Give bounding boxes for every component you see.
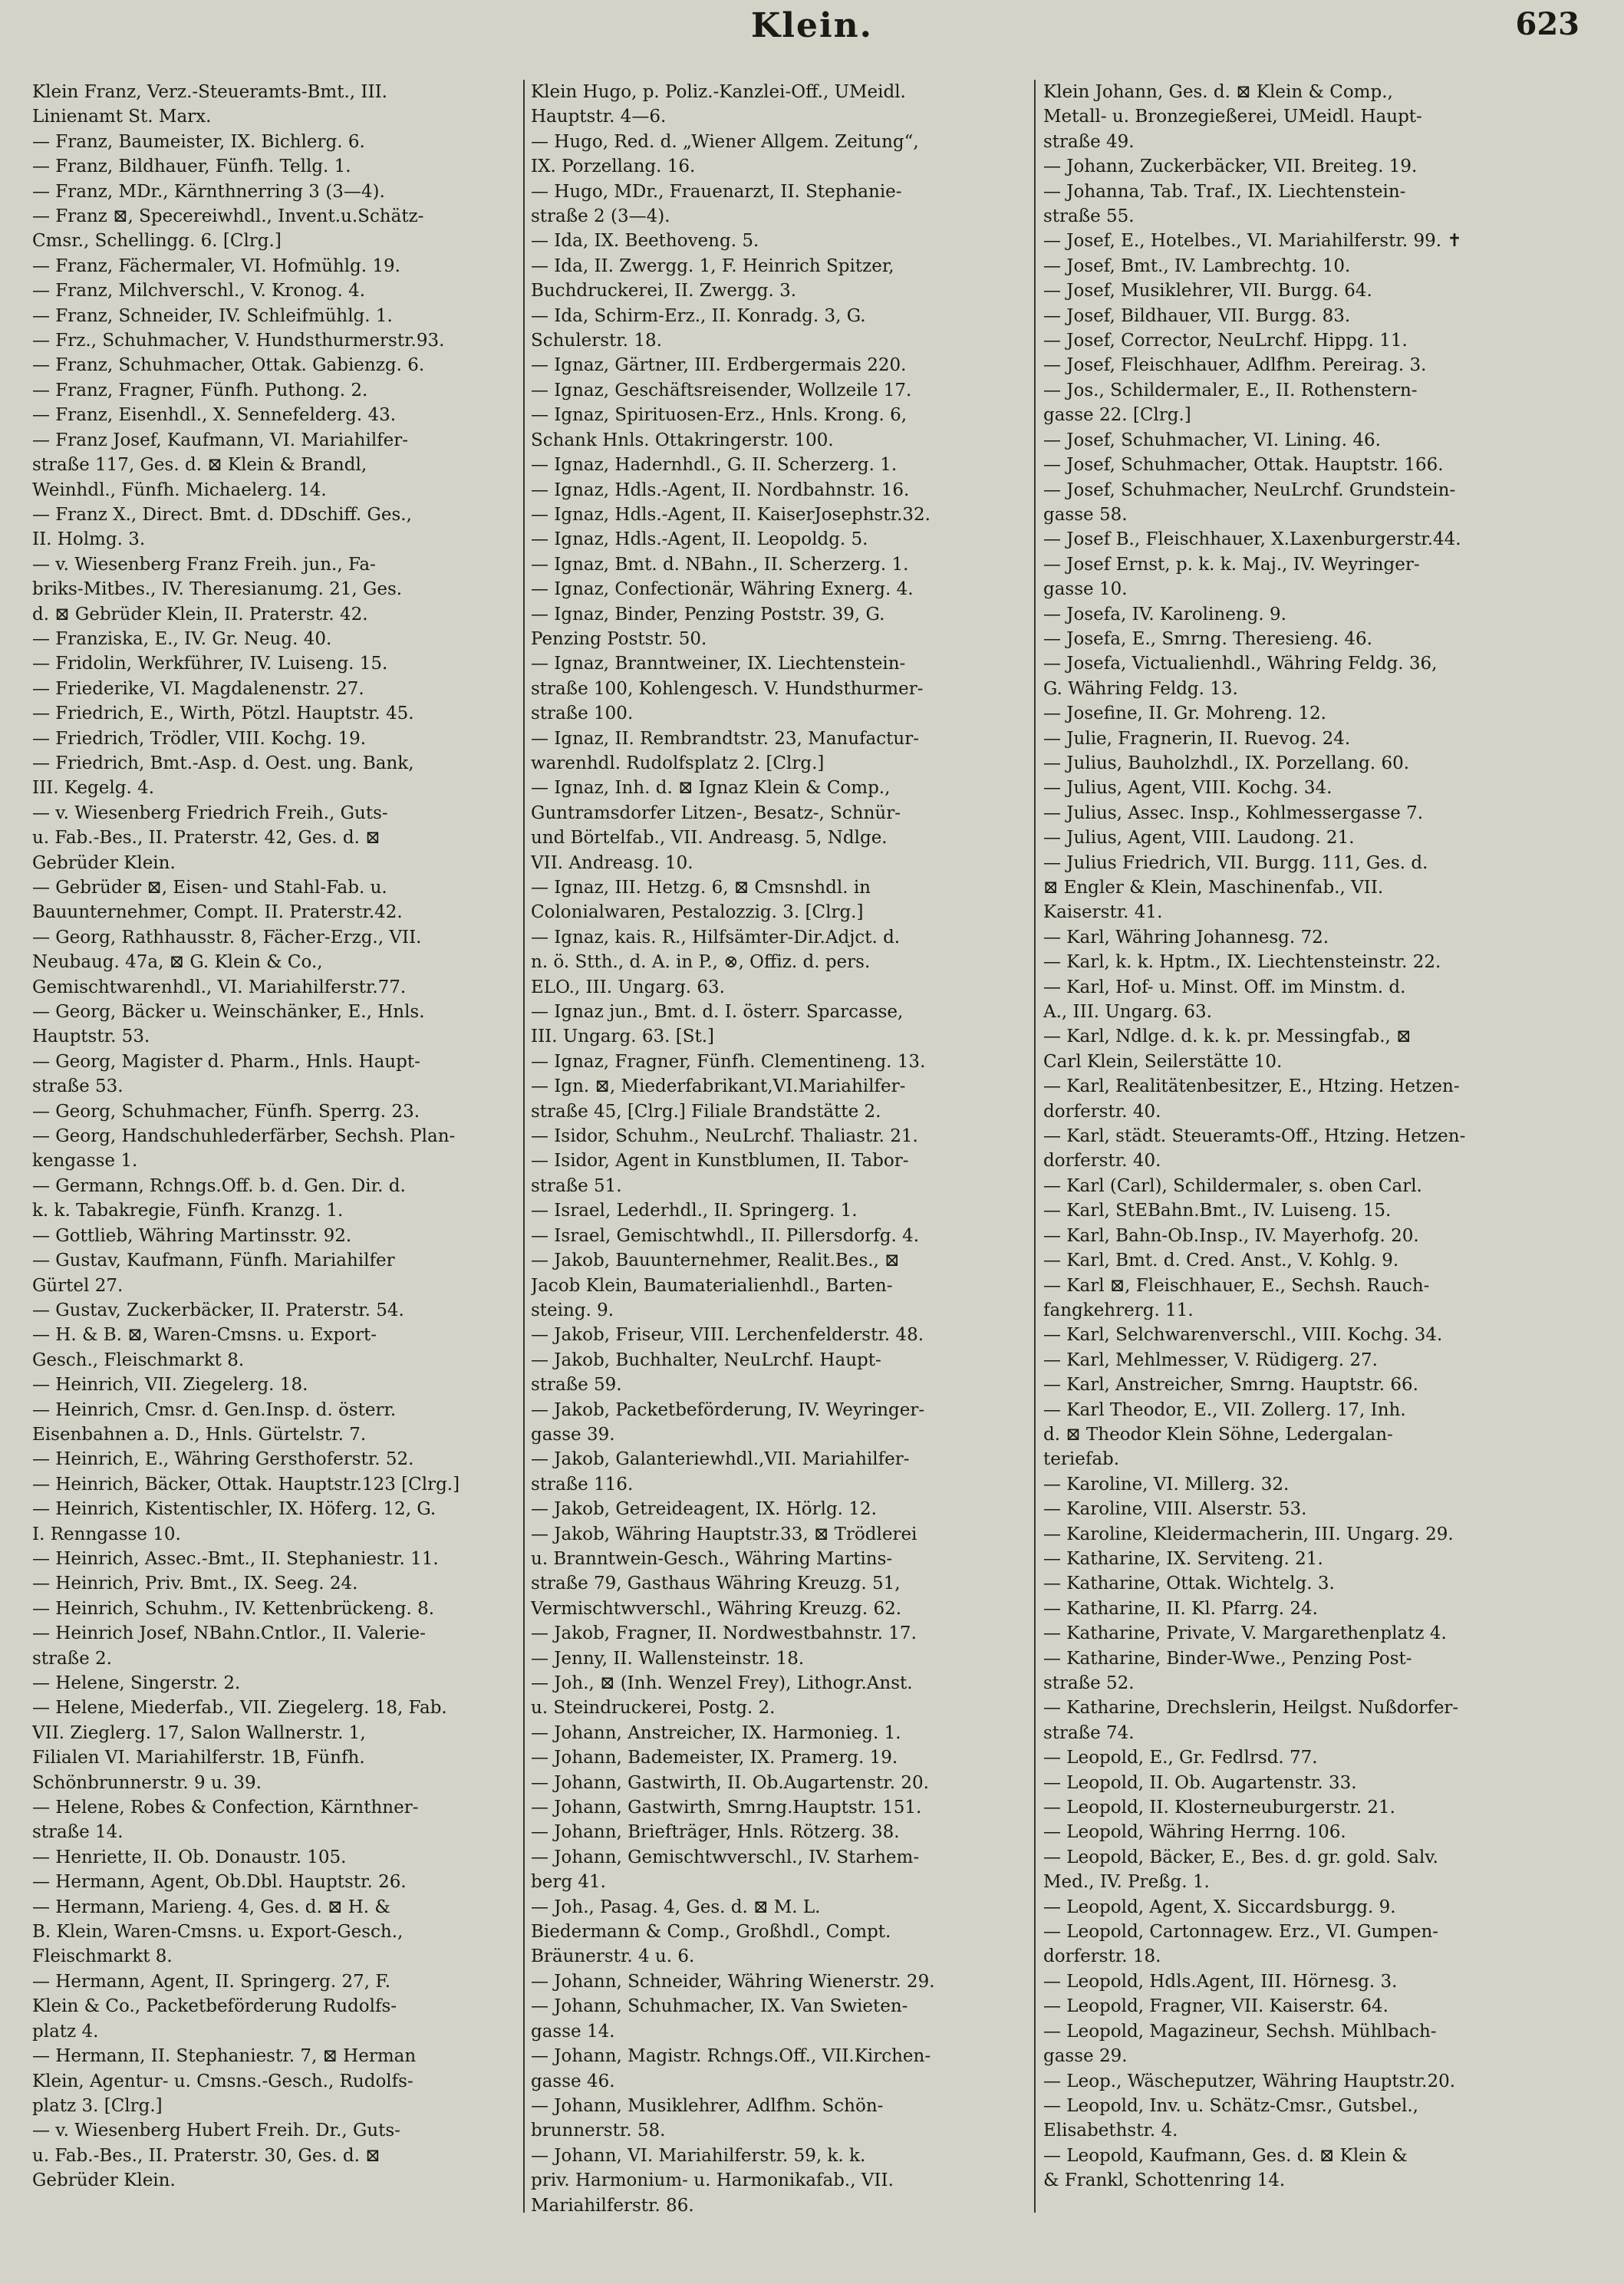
directory-entry-line: — Fridolin, Werkführer, IV. Luiseng. 15. [32, 654, 388, 674]
directory-entry-line: Metall- u. Bronzegießerei, UMeidl. Haupt- [1043, 107, 1422, 127]
directory-entry-line: Klein Hugo, p. Poliz.-Kanzlei-Off., UMeidl. [531, 82, 906, 102]
directory-entry-line: — Leopold, Inv. u. Schätz-Cmsr., Gutsbel., [1043, 2095, 1418, 2116]
directory-entry-line: — Ida, II. Zwergg. 1, F. Heinrich Spitzer, [531, 255, 894, 276]
directory-entry-line: — Josef, Schuhmacher, Ottak. Hauptstr. 166. [1043, 455, 1444, 476]
directory-entry-line: — Helene, Miederfab., VII. Ziegelerg. 18, Fab. [32, 1698, 447, 1719]
directory-entry-line: — Gustav, Zuckerbäcker, II. Praterstr. 54. [32, 1300, 404, 1320]
directory-entry-line: — Gebrüder ⊠, Eisen- und Stahl-Fab. u. [32, 878, 387, 898]
directory-entry-line: u. Branntwein-Gesch., Währing Martins- [531, 1548, 893, 1569]
directory-entry-line: — Hugo, MDr., Frauenarzt, II. Stephanie- [531, 181, 902, 202]
directory-entry-line: Gebrüder Klein. [32, 2170, 176, 2191]
directory-entry-line: straße 55. [1043, 206, 1135, 227]
directory-entry-line: — Leopold, Magazineur, Sechsh. Mühlbach- [1043, 2021, 1437, 2042]
directory-entry-line: — Germann, Rchngs.Off. b. d. Gen. Dir. d. [32, 1175, 406, 1196]
directory-entry-line: — Ignaz, Fragner, Fünfh. Clementineng. 13. [531, 1051, 926, 1072]
directory-entry-line: — Ignaz jun., Bmt. d. I. österr. Sparcasse, [531, 1002, 904, 1023]
directory-entry-line: — Franz, Milchverschl., V. Kronog. 4. [32, 281, 366, 302]
directory-entry-line: — Friedrich, Bmt.-Asp. d. Oest. ung. Bank, [32, 753, 414, 773]
directory-entry-line: — Katharine, IX. Serviteng. 21. [1043, 1548, 1323, 1569]
directory-entry-line: — Leopold, II. Klosterneuburgerstr. 21. [1043, 1798, 1395, 1818]
directory-entry-line: — Johann, Bademeister, IX. Pramerg. 19. [531, 1748, 898, 1768]
directory-entry-line: — Johann, Schneider, Währing Wienerstr. 29. [531, 1971, 935, 1992]
directory-entry-line: — Leopold, Fragner, VII. Kaiserstr. 64. [1043, 1996, 1388, 2017]
directory-entry-line: — Josef B., Fleischhauer, X.Laxenburgerstr.44. [1043, 529, 1461, 550]
directory-entry-line: ⊠ Engler & Klein, Maschinenfab., VII. [1043, 878, 1384, 898]
directory-entry-line: — Ignaz, III. Hetzg. 6, ⊠ Cmsnshdl. in [531, 878, 871, 898]
directory-entry-line: priv. Harmonium- u. Harmonikafab., VII. [531, 2170, 894, 2191]
directory-entry-line: — Johann, Schuhmacher, IX. Van Swieten- [531, 1996, 908, 2017]
directory-entry-line: Vermischtwverschl., Währing Kreuzg. 62. [531, 1598, 902, 1619]
directory-entry-line: — Helene, Singerstr. 2. [32, 1673, 241, 1693]
directory-entry-line: — Franziska, E., IV. Gr. Neug. 40. [32, 628, 332, 649]
directory-entry-line: — Josef, Corrector, NeuLrchf. Hippg. 11. [1043, 331, 1408, 351]
directory-entry-line: — Julius, Assec. Insp., Kohlmessergasse 7. [1043, 803, 1424, 823]
directory-entry-line: — Ignaz, Inh. d. ⊠ Ignaz Klein & Comp., [531, 778, 891, 799]
directory-entry-line: — Isidor, Schuhm., NeuLrchf. Thaliastr. 21. [531, 1126, 918, 1147]
directory-entry-line: Bräunerstr. 4 u. 6. [531, 1946, 695, 1967]
directory-entry-line: — Frz., Schuhmacher, V. Hundsthurmerstr.93. [32, 331, 445, 351]
directory-entry-line: straße 100, Kohlengesch. V. Hundsthurmer- [531, 678, 924, 699]
directory-entry-line: VII. Andreasg. 10. [531, 852, 693, 873]
directory-entry-line: straße 100. [531, 704, 634, 724]
directory-entry-line: warenhdl. Rudolfsplatz 2. [Clrg.] [531, 753, 825, 773]
directory-entry-line: — Gustav, Kaufmann, Fünfh. Mariahilfer [32, 1251, 395, 1271]
directory-entry-line: — Henriette, II. Ob. Donaustr. 105. [32, 1847, 347, 1867]
directory-entry-line: — Ignaz, Spirituosen-Erz., Hnls. Krong. 6, [531, 405, 908, 426]
directory-entry-line: dorferstr. 40. [1043, 1101, 1161, 1122]
directory-entry-line: — Ign. ⊠, Miederfabrikant,VI.Mariahilfer- [531, 1076, 906, 1097]
directory-entry-line: — Josef Ernst, p. k. k. Maj., IV. Weyringer- [1043, 554, 1420, 575]
directory-entry-line: straße 117, Ges. d. ⊠ Klein & Brandl, [32, 455, 367, 476]
directory-entry-line: — Jakob, Fragner, II. Nordwestbahnstr. 17. [531, 1623, 917, 1644]
directory-entry-line: — Johann, Gastwirth, Smrng.Hauptstr. 151. [531, 1798, 922, 1818]
directory-entry-line: — Josef, E., Hotelbes., VI. Mariahilferstr. 99. ✝ [1043, 231, 1462, 252]
directory-entry-line: — Ignaz, Hadernhdl., G. II. Scherzerg. 1. [531, 455, 898, 476]
directory-entry-line: — Hermann, Agent, Ob.Dbl. Hauptstr. 26. [32, 1872, 407, 1893]
column-divider [523, 80, 525, 2213]
directory-entry-line: straße 59. [531, 1375, 622, 1396]
directory-entry-line: — Karl, Anstreicher, Smrng. Hauptstr. 66. [1043, 1375, 1418, 1396]
directory-entry-line: straße 79, Gasthaus Währing Kreuzg. 51, [531, 1574, 901, 1594]
directory-entry-line: — Josefa, E., Smrng. Theresieng. 46. [1043, 628, 1372, 649]
directory-entry-line: gasse 10. [1043, 579, 1128, 600]
directory-entry-line: u. Fab.-Bes., II. Praterstr. 42, Ges. d. ⊠ [32, 828, 380, 849]
column-divider [1034, 80, 1036, 2213]
directory-entry-line: — Julie, Fragnerin, II. Ruevog. 24. [1043, 728, 1351, 749]
directory-entry-line: — Karoline, VI. Millerg. 32. [1043, 1474, 1290, 1495]
directory-entry-line: fangkehrerg. 11. [1043, 1300, 1194, 1320]
directory-entry-line: — v. Wiesenberg Friedrich Freih., Guts- [32, 803, 388, 823]
directory-entry-line: — Heinrich Josef, NBahn.Cntlor., II. Valerie- [32, 1623, 426, 1644]
directory-entry-line: — Josef, Musiklehrer, VII. Burgg. 64. [1043, 281, 1372, 302]
directory-entry-line: Fleischmarkt 8. [32, 1946, 173, 1967]
directory-entry-line: straße 2. [32, 1648, 112, 1669]
directory-entry-line: brunnerstr. 58. [531, 2121, 666, 2141]
directory-entry-line: — Franz, MDr., Kärnthnerring 3 (3—4). [32, 181, 385, 202]
directory-entry-line: — Franz, Fragner, Fünfh. Puthong. 2. [32, 380, 368, 400]
directory-entry-line: — Karl (Carl), Schildermaler, s. oben Carl. [1043, 1175, 1422, 1196]
directory-entry-line: & Frankl, Schottenring 14. [1043, 2170, 1286, 2191]
directory-entry-line: — Ignaz, Binder, Penzing Poststr. 39, G. [531, 604, 885, 625]
directory-entry-line: ELO., III. Ungarg. 63. [531, 977, 725, 997]
page-number: 623 [1515, 6, 1580, 42]
directory-entry-line: — Jakob, Packetbeförderung, IV. Weyringer- [531, 1399, 925, 1420]
directory-entry-line: — Leopold, E., Gr. Fedlrsd. 77. [1043, 1748, 1318, 1768]
directory-entry-line: — Joh., Pasag. 4, Ges. d. ⊠ M. L. [531, 1897, 821, 1917]
directory-entry-line: — Josef, Schuhmacher, NeuLrchf. Grundstein- [1043, 480, 1456, 500]
directory-entry-line: Schank Hnls. Ottakringerstr. 100. [531, 430, 834, 450]
directory-entry-line: straße 45, [Clrg.] Filiale Brandstätte 2. [531, 1101, 881, 1122]
directory-entry-line: — Karl, k. k. Hptm., IX. Liechtensteinstr. 22. [1043, 952, 1441, 973]
directory-entry-line: Klein, Agentur- u. Cmsns.-Gesch., Rudolfs- [32, 2071, 413, 2091]
directory-entry-line: dorferstr. 40. [1043, 1151, 1161, 1172]
directory-entry-line: Schulerstr. 18. [531, 331, 662, 351]
directory-entry-line: Biedermann & Comp., Großhdl., Compt. [531, 1922, 891, 1943]
directory-entry-line: straße 51. [531, 1175, 622, 1196]
directory-entry-line: — Johann, VI. Mariahilferstr. 59, k. k. [531, 2145, 866, 2166]
directory-entry-line: straße 74. [1043, 1722, 1135, 1743]
directory-entry-line: — Ida, IX. Beethoveng. 5. [531, 231, 759, 252]
directory-entry-line: — Heinrich, VII. Ziegelerg. 18. [32, 1375, 308, 1396]
directory-entry-line: kengasse 1. [32, 1151, 138, 1172]
directory-entry-line: teriefab. [1043, 1449, 1120, 1470]
directory-entry-line: u. Steindruckerei, Postg. 2. [531, 1698, 776, 1719]
directory-entry-line: Filialen VI. Mariahilferstr. 1B, Fünfh. [32, 1748, 365, 1768]
directory-entry-line: straße 53. [32, 1076, 124, 1097]
directory-entry-line: Med., IV. Preßg. 1. [1043, 1872, 1210, 1893]
directory-entry-line: — Karl, Währing Johannesg. 72. [1043, 927, 1329, 948]
directory-entry-line: — Georg, Schuhmacher, Fünfh. Sperrg. 23. [32, 1101, 420, 1122]
directory-entry-line: — Josefa, Victualienhdl., Währing Feldg. 36, [1043, 654, 1438, 674]
directory-entry-line: — Jakob, Währing Hauptstr.33, ⊠ Trödlerei [531, 1524, 917, 1544]
directory-entry-line: — Josefine, II. Gr. Mohreng. 12. [1043, 704, 1326, 724]
directory-entry-line: — Leop., Wäscheputzer, Währing Hauptstr.20. [1043, 2071, 1456, 2091]
directory-entry-line: — Franz, Baumeister, IX. Bichlerg. 6. [32, 131, 365, 152]
directory-entry-line: — Ignaz, Bmt. d. NBahn., II. Scherzerg. 1. [531, 554, 909, 575]
directory-entry-line: — Johann, Briefträger, Hnls. Rötzerg. 38. [531, 1822, 900, 1843]
directory-entry-line: gasse 46. [531, 2071, 615, 2091]
directory-entry-line: II. Holmg. 3. [32, 529, 146, 550]
directory-entry-line: Linienamt St. Marx. [32, 107, 212, 127]
directory-entry-line: — Johann, Anstreicher, IX. Harmonieg. 1. [531, 1722, 901, 1743]
directory-entry-line: — H. & B. ⊠, Waren-Cmsns. u. Export- [32, 1325, 377, 1346]
directory-entry-line: — Karl Theodor, E., VII. Zollerg. 17, Inh. [1043, 1399, 1406, 1420]
directory-entry-line: — Georg, Handschuhlederfärber, Sechsh. Plan- [32, 1126, 456, 1147]
directory-entry-line: straße 52. [1043, 1673, 1135, 1693]
directory-entry-line: Hauptstr. 4—6. [531, 107, 667, 127]
column-2 [531, 80, 1028, 2259]
directory-entry-line: — Julius Friedrich, VII. Burgg. 111, Ges. d. [1043, 852, 1428, 873]
directory-entry-line: — Katharine, Drechslerin, Heilgst. Nußdorfer- [1043, 1698, 1459, 1719]
directory-entry-line: Colonialwaren, Pestalozzig. 3. [Clrg.] [531, 902, 864, 923]
directory-entry-line: — Franz ⊠, Specereiwhdl., Invent.u.Schätz- [32, 206, 424, 227]
directory-entry-line: — Leopold, Cartonnagew. Erz., VI. Gumpen- [1043, 1922, 1439, 1943]
directory-entry-line: — Israel, Gemischtwhdl., II. Pillersdorfg. 4. [531, 1225, 920, 1246]
directory-entry-line: Jacob Klein, Baumaterialienhdl., Barten- [531, 1275, 893, 1296]
directory-entry-line: — Hermann, Marieng. 4, Ges. d. ⊠ H. & [32, 1897, 390, 1917]
directory-entry-line: Weinhdl., Fünfh. Michaelerg. 14. [32, 480, 327, 500]
directory-entry-line: gasse 22. [Clrg.] [1043, 405, 1191, 426]
directory-entry-line: — Leopold, II. Ob. Augartenstr. 33. [1043, 1772, 1357, 1793]
directory-entry-line: platz 3. [Clrg.] [32, 2095, 163, 2116]
directory-entry-line: briks-Mitbes., IV. Theresianumg. 21, Ges. [32, 579, 403, 600]
directory-entry-line: Mariahilferstr. 86. [531, 2195, 694, 2216]
directory-entry-line: straße 2 (3—4). [531, 206, 670, 227]
directory-entry-line: — Karl, Bahn-Ob.Insp., IV. Mayerhofg. 20. [1043, 1225, 1419, 1246]
directory-entry-line: — Ignaz, Gärtner, III. Erdbergermais 220. [531, 355, 907, 376]
directory-entry-line: — Ignaz, kais. R., Hilfsämter-Dir.Adjct. d. [531, 927, 901, 948]
directory-entry-line: — Franz X., Direct. Bmt. d. DDschiff. Ges., [32, 504, 412, 525]
directory-entry-line: III. Kegelg. 4. [32, 778, 155, 799]
directory-entry-line: — Hugo, Red. d. „Wiener Allgem. Zeitung“, [531, 131, 919, 152]
directory-entry-line: — Franz, Bildhauer, Fünfh. Tellg. 1. [32, 157, 351, 177]
directory-entry-line: n. ö. Stth., d. A. in P., ⊗, Offiz. d. pers. [531, 952, 871, 973]
directory-entry-line: Klein & Co., Packetbeförderung Rudolfs- [32, 1996, 397, 2017]
directory-entry-line: — Johann, Musiklehrer, Adlfhm. Schön- [531, 2095, 884, 2116]
directory-entry-line: — Leopold, Agent, X. Siccardsburgg. 9. [1043, 1897, 1396, 1917]
directory-entry-line: — v. Wiesenberg Franz Freih. jun., Fa- [32, 554, 376, 575]
directory-entry-line: — Julius, Agent, VIII. Kochg. 34. [1043, 778, 1332, 799]
directory-entry-line: d. ⊠ Theodor Klein Söhne, Ledergalan- [1043, 1424, 1393, 1445]
directory-entry-line: Klein Johann, Ges. d. ⊠ Klein & Comp., [1043, 82, 1393, 102]
directory-entry-line: Gemischtwarenhdl., VI. Mariahilferstr.77. [32, 977, 407, 997]
directory-entry-line: — Julius, Bauholzhdl., IX. Porzellang. 60. [1043, 753, 1410, 773]
directory-entry-line: Eisenbahnen a. D., Hnls. Gürtelstr. 7. [32, 1424, 367, 1445]
directory-entry-line: — Jakob, Friseur, VIII. Lerchenfelderstr. 48. [531, 1325, 924, 1346]
directory-entry-line: — Katharine, Binder-Wwe., Penzing Post- [1043, 1648, 1412, 1669]
directory-entry-line: gasse 29. [1043, 2046, 1128, 2067]
directory-entry-line: gasse 14. [531, 2021, 615, 2042]
directory-entry-line: — Leopold, Kaufmann, Ges. d. ⊠ Klein & [1043, 2145, 1408, 2166]
directory-entry-line: — Ignaz, Confectionär, Währing Exnerg. 4. [531, 579, 914, 600]
directory-entry-line: — Ignaz, Hdls.-Agent, II. Leopoldg. 5. [531, 529, 868, 550]
directory-entry-line: — Josef, Schuhmacher, VI. Lining. 46. [1043, 430, 1381, 450]
directory-entry-line: u. Fab.-Bes., II. Praterstr. 30, Ges. d. ⊠ [32, 2145, 380, 2166]
directory-entry-line: Kaiserstr. 41. [1043, 902, 1163, 923]
directory-entry-line: — Katharine, II. Kl. Pfarrg. 24. [1043, 1598, 1318, 1619]
directory-entry-line: — Heinrich, Cmsr. d. Gen.Insp. d. österr. [32, 1399, 397, 1420]
directory-entry-line: Gesch., Fleischmarkt 8. [32, 1350, 245, 1370]
directory-entry-line: — Jos., Schildermaler, E., II. Rothenstern- [1043, 380, 1418, 400]
directory-entry-line: — Franz, Eisenhdl., X. Sennefelderg. 43. [32, 405, 397, 426]
directory-entry-line: — Karl, StEBahn.Bmt., IV. Luiseng. 15. [1043, 1201, 1392, 1221]
directory-entry-line: d. ⊠ Gebrüder Klein, II. Praterstr. 42. [32, 604, 368, 625]
directory-entry-line: — Franz, Schuhmacher, Ottak. Gabienzg. 6. [32, 355, 425, 376]
directory-entry-line: — Ignaz, II. Rembrandtstr. 23, Manufactur- [531, 728, 919, 749]
directory-entry-line: dorferstr. 18. [1043, 1946, 1161, 1967]
directory-entry-line: — Karl, Bmt. d. Cred. Anst., V. Kohlg. 9. [1043, 1251, 1399, 1271]
directory-entry-line: — Ignaz, Hdls.-Agent, II. KaiserJosephstr.32. [531, 504, 931, 525]
directory-entry-line: — Josefa, IV. Karolineng. 9. [1043, 604, 1286, 625]
directory-entry-line: — Ida, Schirm-Erz., II. Konradg. 3, G. [531, 305, 866, 326]
directory-entry-line: — Karl, Mehlmesser, V. Rüdigerg. 27. [1043, 1350, 1378, 1370]
directory-entry-line: — Heinrich, E., Währing Gersthoferstr. 52. [32, 1449, 414, 1470]
directory-entry-line: — Jenny, II. Wallensteinstr. 18. [531, 1648, 805, 1669]
directory-entry-line: VII. Zieglerg. 17, Salon Wallnerstr. 1, [32, 1722, 366, 1743]
directory-entry-line: — Johann, Zuckerbäcker, VII. Breiteg. 19. [1043, 157, 1418, 177]
directory-entry-line: Penzing Poststr. 50. [531, 628, 707, 649]
directory-entry-line: — Helene, Robes & Confection, Kärnthner- [32, 1798, 419, 1818]
directory-entry-line: Cmsr., Schellingg. 6. [Clrg.] [32, 231, 282, 252]
directory-entry-line: straße 14. [32, 1822, 124, 1843]
directory-entry-line: Gürtel 27. [32, 1275, 124, 1296]
directory-entry-line: — Josef, Bildhauer, VII. Burgg. 83. [1043, 305, 1351, 326]
directory-entry-line: Bauunternehmer, Compt. II. Praterstr.42. [32, 902, 403, 923]
directory-entry-line: — Johanna, Tab. Traf., IX. Liechtenstein- [1043, 181, 1406, 202]
directory-entry-line: straße 116. [531, 1474, 634, 1495]
directory-entry-line: — Josef, Fleischhauer, Adlfhm. Pereirag. 3. [1043, 355, 1427, 376]
directory-entry-line: Elisabethstr. 4. [1043, 2121, 1178, 2141]
column-3 [1043, 80, 1551, 2259]
directory-entry-line: gasse 58. [1043, 504, 1128, 525]
directory-entry-line: — Ignaz, Geschäftsreisender, Wollzeile 17. [531, 380, 912, 400]
directory-entry-line: — Karl, Ndlge. d. k. k. pr. Messingfab., ⊠ [1043, 1027, 1412, 1047]
directory-entry-line: — Leopold, Hdls.Agent, III. Hörnesg. 3. [1043, 1971, 1398, 1992]
directory-entry-line: — Franz, Fächermaler, VI. Hofmühlg. 19. [32, 255, 400, 276]
directory-entry-line: — Heinrich, Priv. Bmt., IX. Seeg. 24. [32, 1574, 358, 1594]
directory-entry-line: — Julius, Agent, VIII. Laudong. 21. [1043, 828, 1355, 849]
directory-entry-line: — Friedrich, E., Wirth, Pötzl. Hauptstr. 45. [32, 704, 414, 724]
directory-entry-line: — Georg, Rathhausstr. 8, Fächer-Erzg., VII. [32, 927, 422, 948]
directory-entry-line: — Karl, Realitätenbesitzer, E., Htzing. Hetzen- [1043, 1076, 1460, 1097]
directory-entry-line: — Karl, städt. Steueramts-Off., Htzing. Hetzen- [1043, 1126, 1466, 1147]
directory-entry-line: Schönbrunnerstr. 9 u. 39. [32, 1772, 262, 1793]
directory-entry-line: — Karoline, Kleidermacherin, III. Ungarg. 29. [1043, 1524, 1454, 1544]
directory-entry-line: Klein Franz, Verz.-Steueramts-Bmt., III. [32, 82, 387, 102]
directory-entry-line: berg 41. [531, 1872, 606, 1893]
directory-entry-line: I. Renngasse 10. [32, 1524, 181, 1544]
directory-entry-line: — Jakob, Galanteriewhdl.,VII. Mariahilfer- [531, 1449, 910, 1470]
directory-entry-line: — Heinrich, Schuhm., IV. Kettenbrückeng. 8. [32, 1598, 435, 1619]
directory-entry-line: — Georg, Bäcker u. Weinschänker, E., Hnls. [32, 1002, 425, 1023]
directory-entry-line: Guntramsdorfer Litzen-, Besatz-, Schnür- [531, 803, 901, 823]
directory-entry-line: — Katharine, Ottak. Wichtelg. 3. [1043, 1574, 1335, 1594]
directory-entry-line: — Hermann, Agent, II. Springerg. 27, F. [32, 1971, 391, 1992]
directory-entry-line: — Heinrich, Bäcker, Ottak. Hauptstr.123 [Clrg.] [32, 1474, 460, 1495]
directory-entry-line: gasse 39. [531, 1424, 615, 1445]
directory-entry-line: — Karoline, VIII. Alserstr. 53. [1043, 1499, 1307, 1520]
directory-entry-line: — Ignaz, Hdls.-Agent, II. Nordbahnstr. 16. [531, 480, 910, 500]
directory-entry-line: — Leopold, Währing Herrng. 106. [1043, 1822, 1346, 1843]
directory-entry-line: — Georg, Magister d. Pharm., Hnls. Haupt- [32, 1051, 420, 1072]
directory-entry-line: B. Klein, Waren-Cmsns. u. Export-Gesch., [32, 1922, 404, 1943]
directory-entry-line: G. Währing Feldg. 13. [1043, 678, 1238, 699]
directory-entry-line: — Heinrich, Kistentischler, IX. Höferg. 12, G. [32, 1499, 436, 1520]
directory-entry-line: — Franz Josef, Kaufmann, VI. Mariahilfer- [32, 430, 409, 450]
directory-entry-line: — Heinrich, Assec.-Bmt., II. Stephaniestr. 11. [32, 1548, 439, 1569]
directory-entry-line: A., III. Ungarg. 63. [1043, 1002, 1212, 1023]
directory-entry-line: — Jakob, Getreideagent, IX. Hörlg. 12. [531, 1499, 877, 1520]
directory-entry-line: — Karl, Selchwarenverschl., VIII. Kochg. 34. [1043, 1325, 1443, 1346]
directory-entry-line: — Jakob, Bauunternehmer, Realit.Bes., ⊠ [531, 1251, 900, 1271]
directory-entry-line: — Josef, Bmt., IV. Lambrechtg. 10. [1043, 255, 1351, 276]
directory-entry-line: k. k. Tabakregie, Fünfh. Kranzg. 1. [32, 1201, 344, 1221]
directory-entry-line: — Gottlieb, Währing Martinsstr. 92. [32, 1225, 352, 1246]
directory-entry-line: — Franz, Schneider, IV. Schleifmühlg. 1. [32, 305, 393, 326]
directory-entry-line: — Katharine, Private, V. Margarethenplatz 4. [1043, 1623, 1447, 1644]
directory-entry-line: — Karl, Hof- u. Minst. Off. im Minstm. d. [1043, 977, 1406, 997]
directory-entry-line: — Johann, Gastwirth, II. Ob.Augartenstr. 20. [531, 1772, 929, 1793]
directory-entry-line: — Friedrich, Trödler, VIII. Kochg. 19. [32, 728, 367, 749]
directory-entry-line: platz 4. [32, 2021, 99, 2042]
directory-entry-line: IX. Porzellang. 16. [531, 157, 696, 177]
directory-entry-line: — Ignaz, Branntweiner, IX. Liechtenstein- [531, 654, 906, 674]
directory-entry-line: — Leopold, Bäcker, E., Bes. d. gr. gold. Salv. [1043, 1847, 1438, 1867]
directory-entry-line: Hauptstr. 53. [32, 1027, 150, 1047]
directory-entry-line: — Israel, Lederhdl., II. Springerg. 1. [531, 1201, 858, 1221]
directory-entry-line: — Friederike, VI. Magdalenenstr. 27. [32, 678, 364, 699]
directory-entry-line: — v. Wiesenberg Hubert Freih. Dr., Guts- [32, 2121, 400, 2141]
directory-entry-line: Neubaug. 47a, ⊠ G. Klein & Co., [32, 952, 323, 973]
directory-entry-line: III. Ungarg. 63. [St.] [531, 1027, 714, 1047]
directory-entry-line: Carl Klein, Seilerstätte 10. [1043, 1051, 1283, 1072]
directory-entry-line: — Isidor, Agent in Kunstblumen, II. Tabor- [531, 1151, 909, 1172]
directory-entry-line: und Börtelfab., VII. Andreasg. 5, Ndlge. [531, 828, 888, 849]
directory-entry-line: Gebrüder Klein. [32, 852, 176, 873]
directory-entry-line: straße 49. [1043, 131, 1135, 152]
page-title: Klein. [751, 6, 873, 45]
directory-entry-line: — Johann, Gemischtwverschl., IV. Starhem- [531, 1847, 920, 1867]
directory-entry-line: Buchdruckerei, II. Zwergg. 3. [531, 281, 797, 302]
directory-entry-line: — Joh., ⊠ (Inh. Wenzel Frey), Lithogr.Anst. [531, 1673, 913, 1693]
directory-entry-line: — Hermann, II. Stephaniestr. 7, ⊠ Herman [32, 2046, 417, 2067]
column-1 [32, 80, 517, 2259]
directory-entry-line: — Karl ⊠, Fleischhauer, E., Sechsh. Rauch- [1043, 1275, 1430, 1296]
directory-entry-line: — Jakob, Buchhalter, NeuLrchf. Haupt- [531, 1350, 881, 1370]
directory-entry-line: — Johann, Magistr. Rchngs.Off., VII.Kirchen- [531, 2046, 931, 2067]
directory-entry-line: steing. 9. [531, 1300, 614, 1320]
